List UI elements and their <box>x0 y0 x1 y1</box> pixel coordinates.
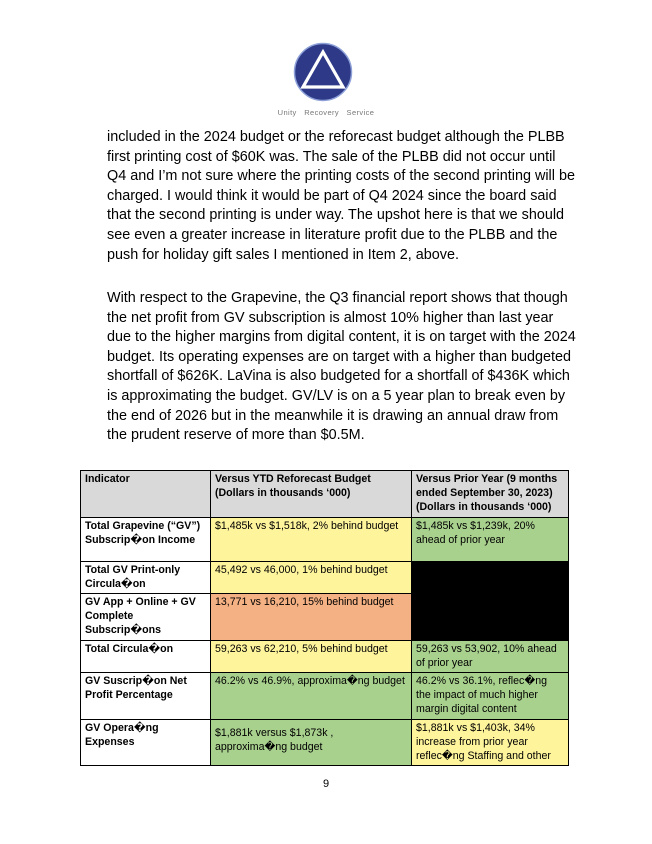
budget-cell: $1,485k vs $1,518k, 2% behind budget <box>211 517 412 561</box>
indicator-cell: GV App + Online + GV Complete Subscrip�ons <box>81 594 211 641</box>
prior-year-cell-redacted <box>412 561 569 640</box>
indicator-cell: Total Grapevine (“GV”) Subscrip�on Income <box>81 517 211 561</box>
prior-year-cell: 59,263 vs 53,902, 10% ahead of prior year <box>412 640 569 672</box>
header-vs-prior-year: Versus Prior Year (9 months ended September 30, 2023) (Dollars in thousands ‘000) <box>412 471 569 518</box>
budget-cell: 45,492 vs 46,000, 1% behind budget <box>211 561 412 593</box>
budget-cell: 59,263 vs 62,210, 5% behind budget <box>211 640 412 672</box>
prior-year-cell: 46.2% vs 36.1%, reflec�ng the impact of much higher margin digital content <box>412 673 569 720</box>
budget-cell: $1,881k versus $1,873k , approxima�ng budget <box>211 719 412 766</box>
budget-cell: 13,771 vs 16,210, 15% behind budget <box>211 594 412 641</box>
indicator-table <box>80 470 569 766</box>
logo-caption: Unity Recovery Service <box>277 108 375 117</box>
body-paragraph: included in the 2024 budget or the reforecast budget although the PLBB first printing cost of $60K was. The sale of the PLBB did not occur until Q4 and I’m not sure where the printing costs of the second printing will be charged. I would think it would be part of Q4 2024 since the board said that the second printing is under way. The upshot here is that we should see even a greater increase in literature profit due to the PLBB and the push for holiday gift sales I mentioned in Item 2, above. <box>107 129 575 263</box>
prior-year-cell: $1,881k vs $1,403k, 34% increase from prior year reflec�ng Staffing and other <box>412 719 569 766</box>
table-row <box>81 640 569 672</box>
table-row <box>81 517 569 561</box>
table-header-row <box>81 471 569 518</box>
indicator-cell: Total GV Print-only Circula�on <box>81 561 211 593</box>
body-paragraph: With respect to the Grapevine, the Q3 financial report shows that though the net profit from GV subscription is almost 10% higher than last year due to the higher margins from digital content, it is on target with the 2024 budget. Its operating expenses are on target with a higher than budgeted shortfall of $626K. LaVina is also budgeted for a shortfall of $436K which is approximating the budget. GV/LV is on a 5 year plan to break even by the end of 2026 but in the meanwhile it is drawing an annual draw from the prudent reserve of more than $0.5M. <box>107 290 576 444</box>
indicator-cell: GV Opera�ng Expenses <box>81 719 211 766</box>
header-indicator: Indicator <box>81 471 211 518</box>
indicator-cell: GV Suscrip�on Net Profit Percentage <box>81 673 211 720</box>
header-vs-budget: Versus YTD Reforecast Budget (Dollars in thousands ‘000) <box>211 471 412 518</box>
prior-year-cell: $1,485k vs $1,239k, 20% ahead of prior year <box>412 517 569 561</box>
budget-cell: 46.2% vs 46.9%, approxima�ng budget <box>211 673 412 720</box>
logo-icon <box>293 42 353 102</box>
table-row <box>81 719 569 766</box>
table-row <box>81 561 569 593</box>
table-row <box>81 673 569 720</box>
page-number: 9 <box>322 778 330 790</box>
indicator-cell: Total Circula�on <box>81 640 211 672</box>
